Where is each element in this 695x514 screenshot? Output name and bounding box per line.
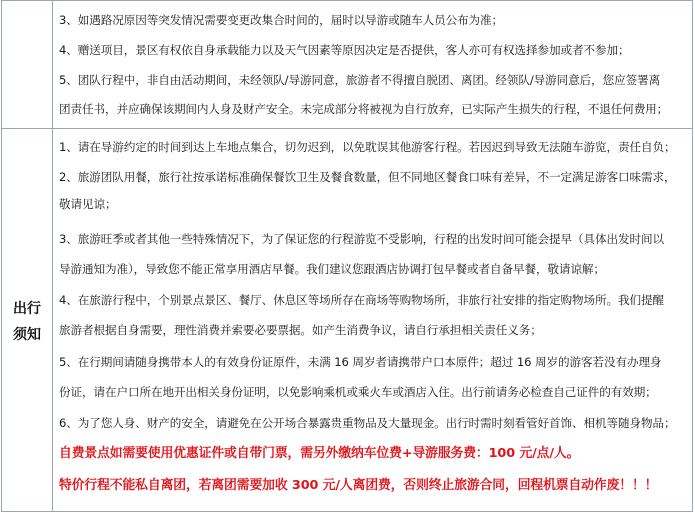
notice-line-2: 2、旅游团队用餐，旅行社按承诺标准确保餐饮卫生及餐食数量，但不同地区餐食口味有差异，不一定满足游客口味需求，: [59, 170, 676, 184]
notice-line-6: 4、在旅游行程中，个别景点景区、餐厅、休息区等场所存在商场等购物场所，非旅行社安排的指定购物场所。我们提醒: [59, 293, 664, 307]
section-label-line-1: 出行: [13, 301, 41, 317]
warning-line-2: 特价行程不能私自离团，若离团需要加收 300 元/人离团费，否则终止旅游合同，回程机票自动作废！！！: [59, 478, 658, 493]
top-line-2: 4、赠送项目，景区有权依自身承载能力以及天气因素等原因决定是否提供，客人亦可有权选择参加或者不参加；: [59, 43, 630, 57]
top-line-1: 3、如遇路况原因等突发情况需要变更改集合时间的，届时以导游或随车人员公布为准；: [59, 13, 504, 27]
row-divider: [1, 128, 693, 129]
notice-line-5: 导游通知为准），导致您不能正常享用酒店早餐。我们建议您跟酒店协调打包早餐或者自备早餐，敬请谅解；: [59, 262, 605, 276]
top-line-3: 5、团队行程中，非自由活动期间，未经领队/导游同意，旅游者不得擅自脱团、离团。经领队/导游同意后，您应签署离: [59, 73, 661, 87]
notice-line-10: 6、为了您人身、财产的安全，请避免在公开场合暴露贵重物品及大量现金。出行时需时刻看管好首饰、相机等随身物品；: [59, 416, 676, 430]
notice-line-9: 份证，请在户口所在地开出相关身份证明，以免影响乘机或乘火车或酒店入住。出行前请务必检查自己证件的有效期；: [59, 385, 657, 399]
notice-line-1: 1、请在导游约定的时间到达上车地点集合，切勿迟到，以免耽误其他游客行程。若因迟到导致无法随车游览，责任自负；: [59, 140, 676, 154]
warning-line-1: 自费景点如需要使用优惠证件或自带门票，需另外缴纳车位费+导游服务费：100 元/点/人。: [59, 446, 580, 461]
notice-line-8: 5、在行期间请随身携带本人的有效身份证原件，未满 16 周岁者请携带户口本原件；超过 16 周岁的游客若没有办理身: [59, 355, 662, 369]
column-divider: [52, 0, 53, 512]
section-label: [2, 296, 52, 348]
section-label-line-2: 须知: [13, 327, 41, 343]
notice-line-7: 旅游者根据自身需要，理性消费并索要必要票据。如产生消费争议，请自行承担相关责任义务；: [59, 323, 542, 337]
top-line-4: 团责任书，并应确保该期间内人身及财产安全。未完成部分将被视为自行放弃，已实际产生损失的行程，不退任何费用；: [59, 102, 669, 116]
notice-line-3: 敬请见谅；: [59, 197, 117, 211]
notice-line-4: 3、旅游旺季或者其他一些特殊情况下，为了保证您的行程游览不受影响，行程的出发时间可能会提早（具体出发时间以: [59, 232, 664, 246]
